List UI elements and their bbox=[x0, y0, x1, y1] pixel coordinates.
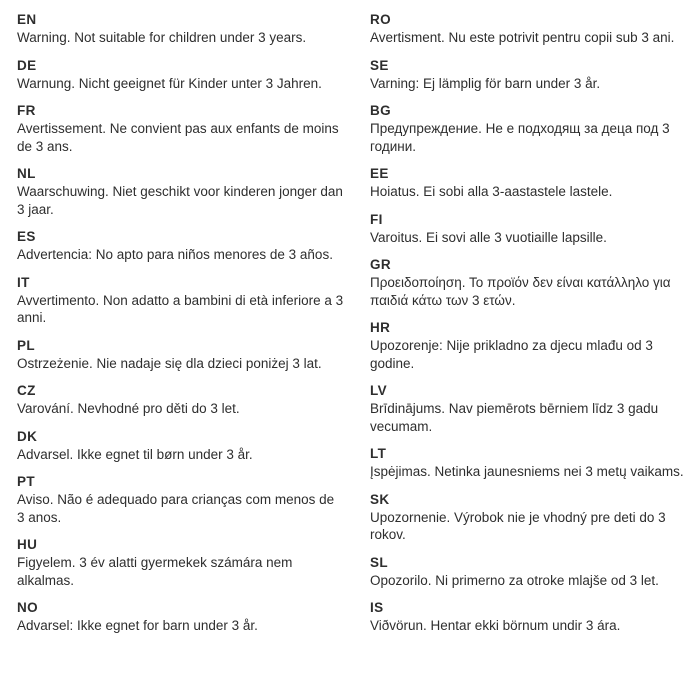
warning-text: Avertissement. Ne convient pas aux enfants de moins de 3 ans. bbox=[17, 121, 339, 154]
language-code: NL bbox=[17, 166, 36, 181]
language-code: BG bbox=[370, 103, 392, 118]
language-code: NO bbox=[17, 600, 39, 615]
warning-entry bbox=[370, 382, 697, 435]
warning-entry bbox=[17, 165, 344, 218]
warning-text: Advarsel: Ikke egnet for barn under 3 år. bbox=[17, 618, 258, 633]
warning-text: Varoitus. Ei sovi alle 3 vuotiaille lapsille. bbox=[370, 229, 607, 245]
warning-entry bbox=[17, 11, 344, 47]
warning-entry bbox=[17, 102, 344, 155]
warning-text: Advertencia: No apto para niños menores de 3 años. bbox=[17, 247, 333, 262]
warning-text: Warnung. Nicht geeignet für Kinder unter 3 Jahren. bbox=[17, 75, 322, 91]
warning-entry bbox=[17, 536, 344, 589]
warning-entry bbox=[370, 554, 697, 590]
warning-entry bbox=[370, 319, 697, 372]
warning-text: Upozornenie. Výrobok nie je vhodný pre deti do 3 rokov. bbox=[370, 509, 666, 542]
warning-entry bbox=[17, 428, 344, 464]
language-code: DK bbox=[17, 428, 38, 444]
warning-text: Warning. Not suitable for children under 3 years. bbox=[17, 30, 307, 45]
warning-entry bbox=[370, 445, 697, 481]
language-code: SL bbox=[370, 554, 389, 570]
warning-entry bbox=[370, 165, 697, 201]
warning-entry bbox=[370, 211, 697, 247]
language-code: LV bbox=[370, 383, 388, 398]
warning-entry bbox=[370, 491, 697, 544]
warning-text: Opozorilo. Ni primerno za otroke mlajše od 3 let. bbox=[370, 572, 659, 588]
warning-entry bbox=[17, 57, 344, 93]
language-code: DE bbox=[17, 57, 37, 73]
warning-text: Avertisment. Nu este potrivit pentru copii sub 3 ani. bbox=[370, 30, 675, 45]
language-code: FI bbox=[370, 211, 383, 227]
language-code: GR bbox=[370, 257, 392, 272]
warning-entry bbox=[370, 256, 697, 309]
warning-text: Viðvörun. Hentar ekki börnum undir 3 ára. bbox=[370, 618, 621, 633]
warning-text: Advarsel. Ikke egnet til børn under 3 år. bbox=[17, 446, 253, 462]
warning-text: Varování. Nevhodné pro děti do 3 let. bbox=[17, 401, 240, 416]
language-code: RO bbox=[370, 12, 392, 27]
language-code: HU bbox=[17, 537, 38, 552]
warning-entry bbox=[17, 337, 344, 373]
language-code: PT bbox=[17, 474, 36, 489]
right-column bbox=[370, 11, 697, 645]
language-code: IT bbox=[17, 274, 30, 290]
warning-text: Upozorenje: Nije prikladno za djecu mlađu od 3 godine. bbox=[370, 338, 653, 371]
left-column bbox=[17, 11, 344, 645]
warning-text: Įspėjimas. Netinka jaunesniems nei 3 metų vaikams. bbox=[370, 464, 684, 479]
language-code: ES bbox=[17, 229, 36, 244]
warning-entry bbox=[17, 382, 344, 418]
language-code: FR bbox=[17, 103, 36, 118]
warning-entry bbox=[17, 228, 344, 264]
language-code: CZ bbox=[17, 383, 36, 398]
warning-entry bbox=[370, 599, 697, 635]
warning-entry bbox=[17, 599, 344, 635]
warning-text: Aviso. Não é adequado para crianças com menos de 3 anos. bbox=[17, 492, 335, 525]
warning-text: Varning: Ej lämplig för barn under 3 år. bbox=[370, 75, 601, 91]
warning-text: Brīdinājums. Nav piemērots bērniem līdz 3 gadu vecumam. bbox=[370, 401, 659, 434]
warning-text: Προειδοποίηση. Το προϊόν δεν είναι κατάλληλο για παιδιά κάτω των 3 ετών. bbox=[370, 275, 671, 308]
language-code: IS bbox=[370, 600, 384, 615]
warning-entry bbox=[17, 274, 344, 327]
warning-text: Предупреждение. Не е подходящ за деца под 3 години. bbox=[370, 121, 670, 154]
language-code: SK bbox=[370, 491, 390, 507]
language-code: HR bbox=[370, 320, 391, 335]
warning-entry bbox=[370, 57, 697, 93]
warning-entry bbox=[370, 11, 697, 47]
warning-entry bbox=[370, 102, 697, 155]
language-code: SE bbox=[370, 57, 389, 73]
language-code: LT bbox=[370, 446, 387, 461]
language-code: EE bbox=[370, 166, 389, 181]
warning-entry bbox=[17, 473, 344, 526]
warning-text: Avvertimento. Non adatto a bambini di età inferiore a 3 anni. bbox=[17, 292, 344, 325]
warning-text: Ostrzeżenie. Nie nadaje się dla dzieci poniżej 3 lat. bbox=[17, 355, 322, 371]
warning-text: Waarschuwing. Niet geschikt voor kinderen jonger dan 3 jaar. bbox=[17, 184, 343, 217]
warning-text: Figyelem. 3 év alatti gyermekek számára nem alkalmas. bbox=[17, 555, 293, 588]
warning-text: Hoiatus. Ei sobi alla 3-aastastele lastele. bbox=[370, 184, 613, 199]
language-code: EN bbox=[17, 12, 37, 27]
language-code: PL bbox=[17, 337, 36, 353]
